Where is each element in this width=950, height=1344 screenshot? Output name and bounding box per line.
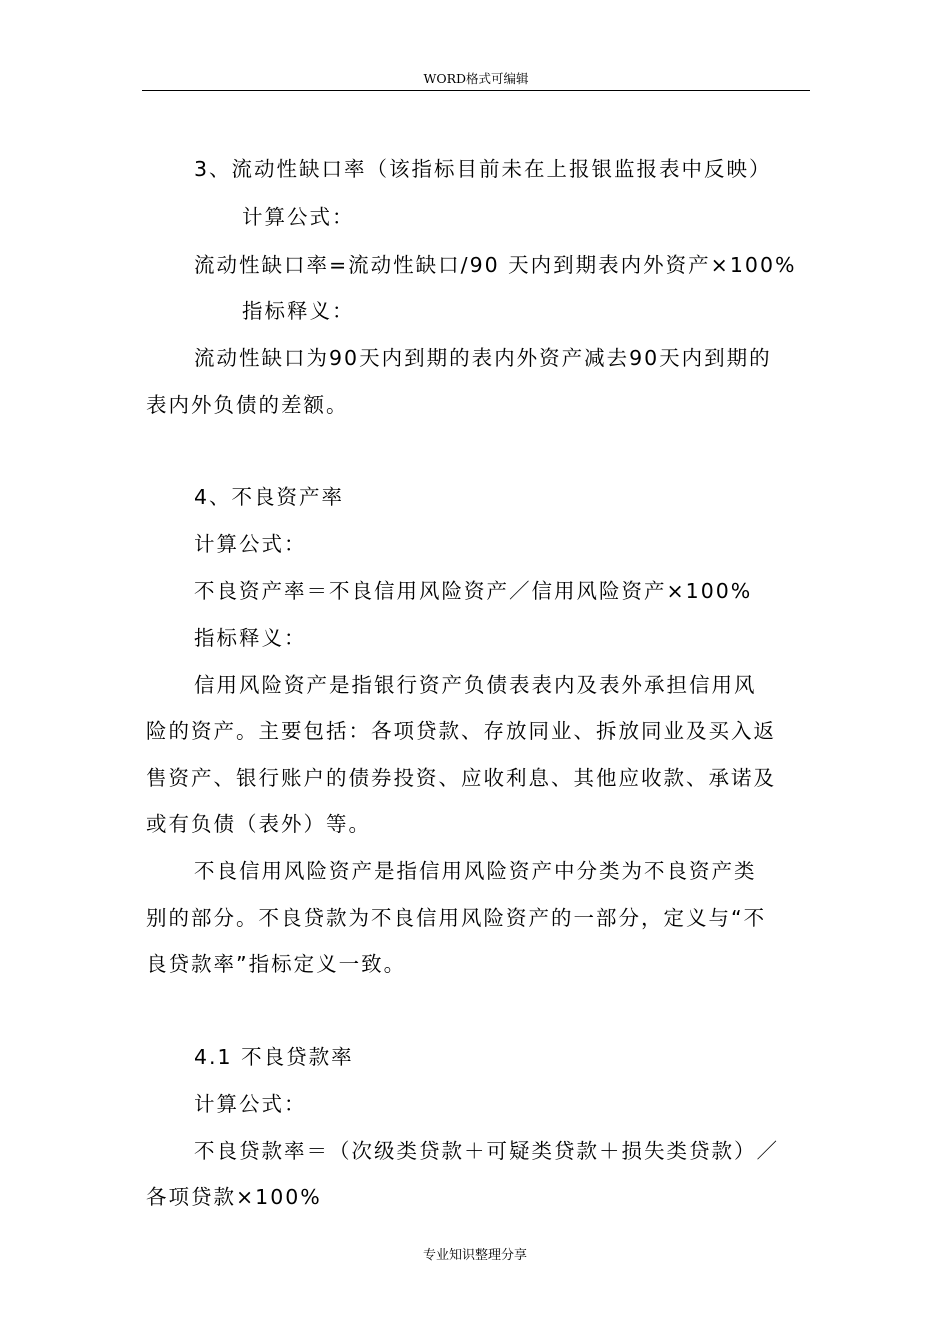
text-line: 不良资产率＝不良信用风险资产／信用风险资产×100% (194, 579, 753, 603)
text-line: 指标释义： (194, 626, 307, 650)
text-line: 信用风险资产是指银行资产负债表表内及表外承担信用风 (194, 673, 757, 697)
text-line: 或有负债（表外）等。 (146, 812, 371, 836)
text-line: 计算公式： (194, 1092, 307, 1116)
text-line: 表内外负债的差额。 (146, 393, 349, 417)
text-line: 4、不良资产率 (194, 485, 345, 509)
text-line: 指标释义： (242, 299, 355, 323)
text-line: 流动性缺口为90天内到期的表内外资产减去90天内到期的 (194, 346, 772, 370)
header-text: WORD格式可编辑 (423, 71, 529, 86)
text-line: 别的部分。不良贷款为不良信用风险资产的一部分，定义与“不 (146, 906, 767, 930)
text-line: 售资产、银行账户的债券投资、应收利息、其他应收款、承诺及 (146, 766, 776, 790)
text-line: 流动性缺口率=流动性缺口/90 天内到期表内外资产×100% (194, 253, 797, 277)
text-line: 4.1 不良贷款率 (194, 1045, 354, 1069)
text-line: 3、流动性缺口率（该指标目前未在上报银监报表中反映） (194, 157, 772, 181)
text-line: 不良贷款率＝（次级类贷款＋可疑类贷款＋损失类贷款）／ (194, 1139, 779, 1163)
text-line: 计算公式： (242, 205, 355, 229)
text-line: 良贷款率”指标定义一致。 (146, 952, 407, 976)
text-line: 险的资产。主要包括：各项贷款、存放同业、拆放同业及买入返 (146, 719, 776, 743)
page-header (142, 70, 810, 91)
text-line: 不良信用风险资产是指信用风险资产中分类为不良资产类 (194, 859, 757, 883)
text-line: 计算公式： (194, 532, 307, 556)
page-footer: 专业知识整理分享 (422, 1248, 527, 1263)
text-line: 各项贷款×100% (146, 1185, 322, 1209)
